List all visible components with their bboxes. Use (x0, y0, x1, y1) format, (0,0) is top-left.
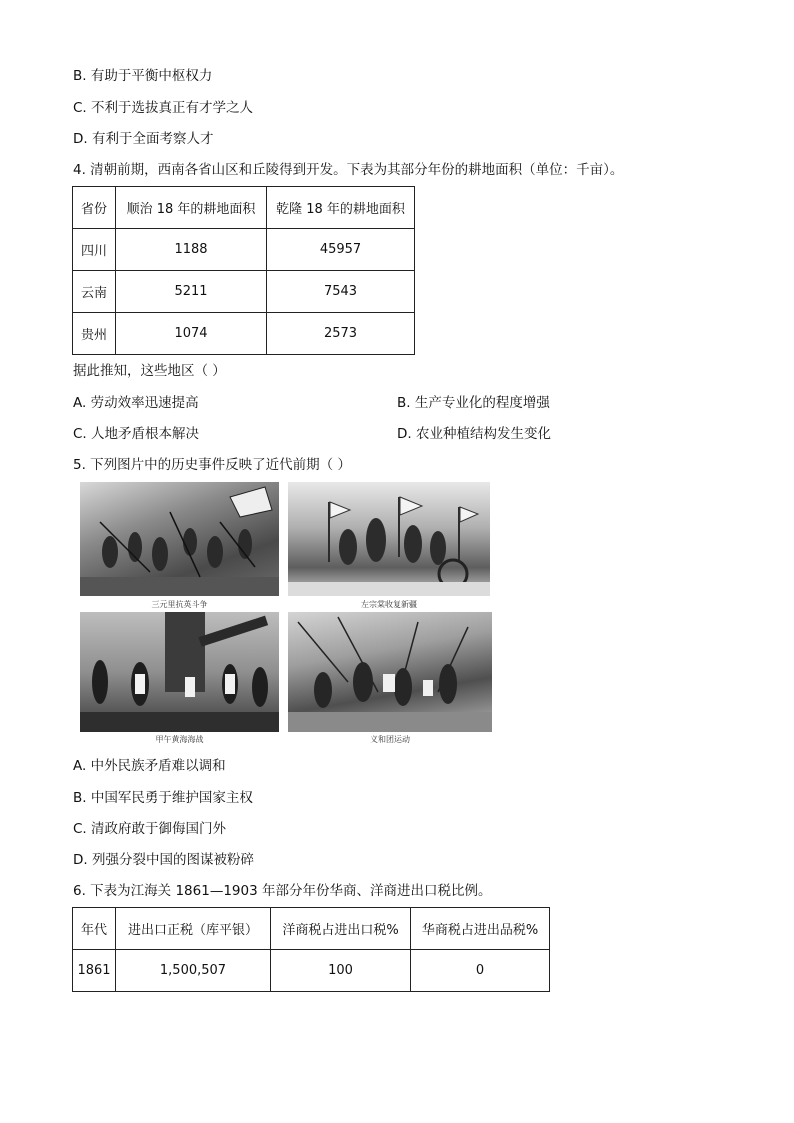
table-header-cell: 乾隆 18 年的耕地面积 (267, 187, 415, 229)
sanyuanli-battle-image (80, 482, 279, 596)
table-header-cell: 华商税占进出品税% (411, 908, 550, 950)
picture-caption: 甲午黄海海战 (155, 735, 204, 744)
table-header-cell: 年代 (73, 908, 116, 950)
picture-caption: 左宗棠收复新疆 (361, 600, 417, 609)
q5-option-c: C. 清政府敢于御侮国门外 (73, 821, 227, 837)
table-cell: 四川 (73, 229, 116, 271)
q3-option-c: C. 不利于选拔真正有才学之人 (73, 100, 254, 116)
picture-caption: 义和团运动 (370, 735, 410, 744)
q4-question: 据此推知，这些地区（ ） (73, 363, 226, 379)
yellow-sea-battle-image (80, 612, 279, 732)
q4-stem: 4. 清朝前期，西南各省山区和丘陵得到开发。下表为其部分年份的耕地面积（单位：千亩）。 (73, 162, 624, 178)
table-header-cell: 进出口正税（库平银） (116, 908, 271, 950)
q4-option-b: B. 生产专业化的程度增强 (397, 395, 550, 411)
table-cell: 1861 (73, 950, 116, 992)
table-cell: 100 (271, 950, 411, 992)
zuo-zongtang-image (288, 482, 490, 596)
q4-table (72, 186, 415, 355)
table-cell: 5211 (116, 271, 267, 313)
table-header-cell: 顺治 18 年的耕地面积 (116, 187, 267, 229)
table-header-row (73, 187, 415, 229)
q3-option-b: B. 有助于平衡中枢权力 (73, 68, 213, 84)
table-cell: 0 (411, 950, 550, 992)
q3-option-d: D. 有利于全面考察人才 (73, 131, 214, 147)
table-cell: 1188 (116, 229, 267, 271)
q5-stem: 5. 下列图片中的历史事件反映了近代前期（ ） (73, 457, 351, 473)
q5-option-d: D. 列强分裂中国的图谋被粉碎 (73, 852, 254, 868)
q5-option-b: B. 中国军民勇于维护国家主权 (73, 790, 253, 806)
boxer-movement-image (288, 612, 492, 732)
table-cell: 1074 (116, 313, 267, 355)
q6-table (72, 907, 550, 992)
q6-stem: 6. 下表为江海关 1861—1903 年部分年份华商、洋商进出口税比例。 (73, 883, 492, 899)
table-cell: 2573 (267, 313, 415, 355)
table-row (73, 313, 415, 355)
table-header-cell: 洋商税占进出口税% (271, 908, 411, 950)
table-cell: 7543 (267, 271, 415, 313)
picture-caption: 三元里抗英斗争 (151, 600, 208, 609)
q5-option-a: A. 中外民族矛盾难以调和 (73, 758, 226, 774)
table-cell: 贵州 (73, 313, 116, 355)
table-row (73, 271, 415, 313)
table-row (73, 229, 415, 271)
q4-option-c: C. 人地矛盾根本解决 (73, 426, 200, 442)
table-cell: 1,500,507 (116, 950, 271, 992)
table-header-row (73, 908, 550, 950)
table-cell: 45957 (267, 229, 415, 271)
table-cell: 云南 (73, 271, 116, 313)
q4-option-a: A. 劳动效率迅速提高 (73, 395, 199, 411)
table-header-cell: 省份 (73, 187, 116, 229)
q4-option-d: D. 农业种植结构发生变化 (397, 426, 551, 442)
table-row (73, 950, 550, 992)
